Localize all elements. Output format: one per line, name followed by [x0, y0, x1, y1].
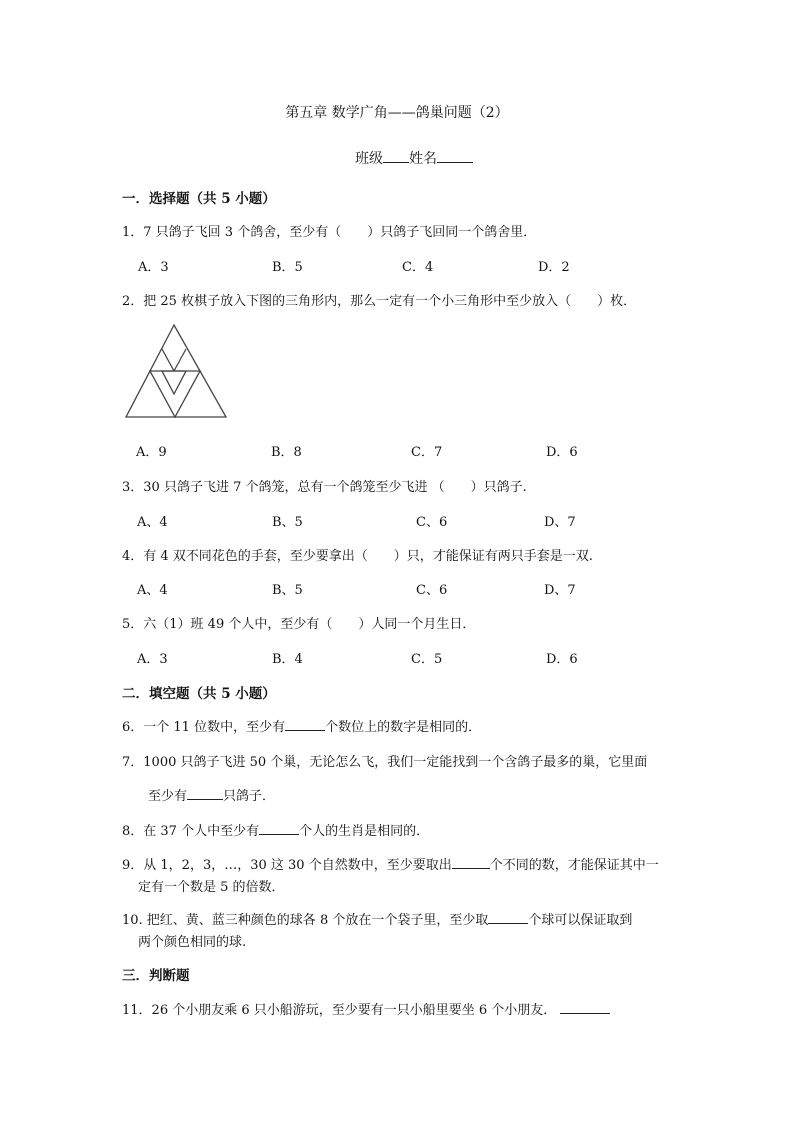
- question-6: 6．一个 11 位数中，至少有 个数位上的数字是相同的．: [122, 716, 481, 735]
- question-4: 4．有 4 双不同花色的手套，至少要拿出（ ）只，才能保证有两只手套是一双.: [122, 549, 593, 564]
- name-blank: [437, 149, 473, 163]
- question-7-line1: 7．1000 只鸽子飞进 50 个巢，无论怎么飞，我们一定能找到一个含鸽子最多的巢，它里面: [122, 755, 648, 770]
- q5-option-c: C．5: [411, 652, 443, 667]
- triangle-figure: [122, 322, 230, 420]
- q4-option-c: C、6: [416, 583, 448, 598]
- q5-option-b: B．4: [272, 652, 303, 667]
- class-blank: [383, 149, 409, 163]
- q8-answer-blank[interactable]: [259, 821, 299, 835]
- class-label: 班级: [355, 151, 383, 167]
- section-choice-heading: 一．选择题（共 5 小题）: [122, 191, 276, 207]
- question-8: 8．在 37 个人中至少有 个人的生肖是相同的．: [122, 820, 429, 839]
- student-info: [355, 148, 473, 168]
- q10-answer-blank[interactable]: [488, 910, 528, 924]
- q1-option-c: C．4: [402, 260, 434, 275]
- question-3: 3．30 只鸽子飞进 7 个鸽笼，总有一个鸽笼至少飞进 （ ）只鸽子.: [122, 480, 527, 495]
- section-judge-heading: 三．判断题: [122, 968, 190, 984]
- question-11: 11．26 个小朋友乘 6 只小船游玩，至少要有一只小船里要坐 6 个小朋友．: [122, 999, 610, 1018]
- q2-option-c: C．7: [411, 445, 443, 460]
- question-9-line1: 9．从 1，2，3，…，30 这 30 个自然数中，至少要取出 个不同的数，才能保证其中一: [122, 854, 659, 873]
- q4-option-d: D、7: [544, 583, 576, 598]
- q2-option-d: D．6: [546, 445, 578, 460]
- inner-triangle: [150, 371, 200, 417]
- q11-answer-blank[interactable]: [560, 1000, 610, 1014]
- q5-option-a: A．3: [137, 652, 168, 667]
- q9-answer-blank[interactable]: [452, 855, 490, 869]
- section-fill-heading: 二．填空题（共 5 小题）: [122, 686, 276, 702]
- question-9-line2: 定有一个数是 5 的倍数．: [138, 880, 285, 895]
- q2-option-b: B．8: [271, 445, 302, 460]
- q3-option-c: C、6: [416, 515, 448, 530]
- q4-option-a: A、4: [137, 583, 168, 598]
- question-1: 1．7 只鸽子飞回 3 个鸽舍，至少有（ ）只鸽子飞回同一个鸽舍里．: [122, 225, 537, 240]
- q1-option-a: A．3: [138, 260, 169, 275]
- question-5: 5．六（1）班 49 个人中，至少有（ ）人同一个月生日．: [122, 617, 476, 632]
- name-label: 姓名: [409, 151, 437, 167]
- q3-option-a: A、4: [137, 515, 168, 530]
- question-10-line2: 两个颜色相同的球.: [138, 935, 247, 950]
- q1-option-b: B．5: [272, 260, 303, 275]
- q6-answer-blank[interactable]: [285, 717, 325, 731]
- page-title: 第五章 数学广角——鸽巢问题（2）: [285, 105, 509, 121]
- q1-option-d: D．2: [538, 260, 570, 275]
- question-10-line1: 10. 把红、黄、蓝三种颜色的球各 8 个放在一个袋子里，至少取 个球可以保证取到: [122, 909, 632, 928]
- question-2: 2．把 25 枚棋子放入下图的三角形内，那么一定有一个小三角形中至少放入（ ）枚．: [122, 294, 637, 309]
- q2-option-a: A．9: [136, 445, 167, 460]
- q3-option-d: D、7: [544, 515, 576, 530]
- q5-option-d: D．6: [546, 652, 578, 667]
- q7-answer-blank[interactable]: [187, 786, 223, 800]
- q3-option-b: B、5: [272, 515, 303, 530]
- q4-option-b: B、5: [272, 583, 303, 598]
- question-7-line2: 至少有 只鸽子．: [148, 785, 275, 804]
